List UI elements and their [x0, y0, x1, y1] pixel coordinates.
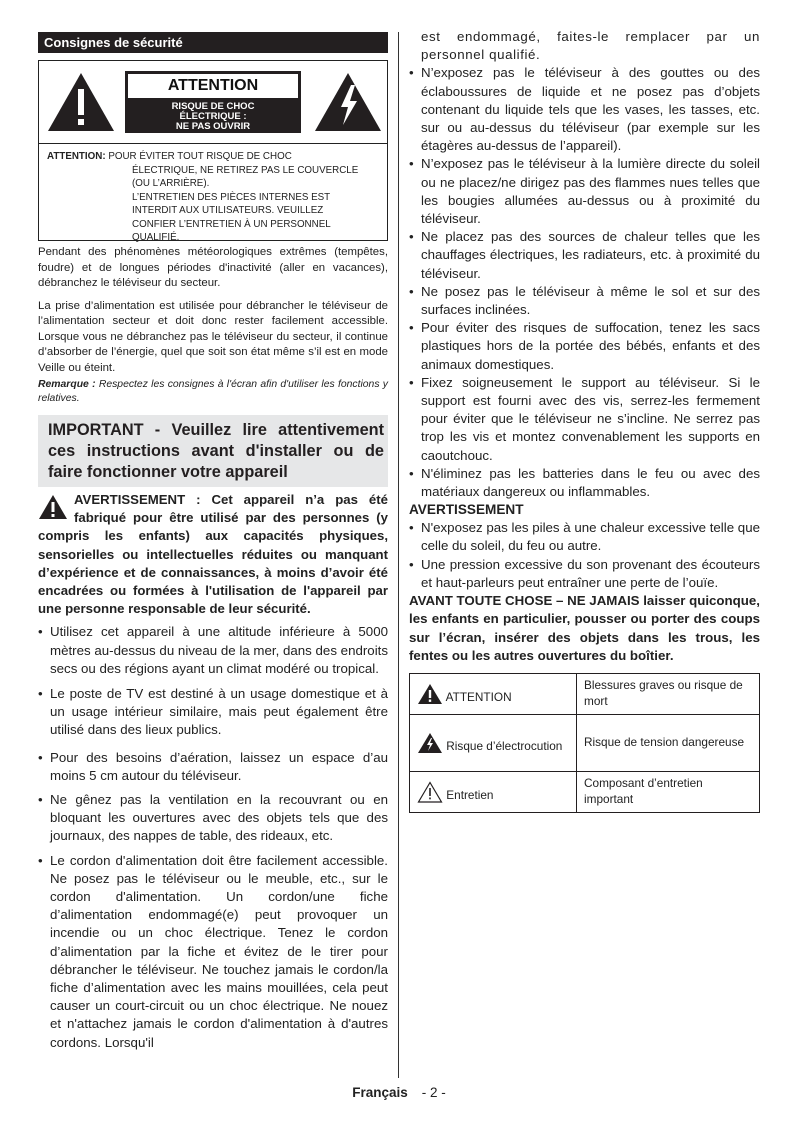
attention-note-line: L’ENTRETIEN DES PIÈCES INTERNES EST: [132, 191, 331, 203]
warning-triangle-icon: [38, 494, 68, 520]
table-cell-description: Blessures graves ou risque de mort: [577, 673, 760, 714]
attention-note: [38, 144, 388, 241]
exclamation-triangle-icon: [46, 71, 116, 133]
avertissement-paragraph: [38, 491, 388, 618]
list-item: • Pour des besoins d’aération, laissez un espace d’au moins 5 cm autour du téléviseur.: [38, 749, 388, 785]
attention-note-line: QUALIFIÉ.: [132, 232, 180, 243]
attention-note-line: (OU L’ARRIÈRE).: [132, 178, 210, 189]
warning-triangle-icon: [417, 683, 443, 705]
table-cell-description: Risque de tension dangereuse: [577, 714, 760, 771]
list-item: • N’exposez pas le téléviseur à la lumière directe du soleil ou ne placez/ne dirigez pas des flammes nues telles que les bougies allumées au-dessus ou à proximité du téléviseur.: [409, 155, 760, 228]
list-item: • Le cordon d'alimentation doit être facilement accessible. Ne posez pas le téléviseur ou le meuble, etc., sur le cordon d'alimentation. Un cordon/une fiche d’alimentation endommagé(e) peut provoquer un incendie ou un choc électrique. Tenez le cordon d’alimentation par la fiche et évitez de le tirer pour débrancher le téléviseur. Ne touchez jamais le cordon/la fiche d’alimentation avec les mains mouillées, cela peut causer un court-circuit ou un choc électrique. Ne nouez et n'attachez jamais le cordon d'alimentation à d'autres cordons. Lorsqu'il: [38, 852, 388, 1052]
lightning-triangle-icon: [313, 71, 383, 133]
attention-block: [125, 71, 301, 133]
battery-warning-list: [409, 519, 760, 592]
attention-sub-line: NE PAS OUVRIR: [175, 121, 251, 132]
symbol-label: Risque d’électrocution: [446, 738, 563, 753]
list-item: • Ne gênez pas la ventilation en la recouvrant ou en bloquant les ouvertures avec des objets tels que des journaux, des nappes de table, des rideaux, etc.: [38, 791, 388, 846]
avertissement-heading: AVERTISSEMENT: [409, 502, 524, 518]
symbol-label: Entretien: [446, 787, 494, 802]
attention-note-line: POUR ÉVITER TOUT RISQUE DE CHOC: [108, 151, 292, 162]
table-cell-symbol: [410, 771, 577, 812]
avertissement-text: AVERTISSEMENT : Cet appareil n’a pas été fabriqué pour être utilisé par des personnes (y compris les enfants) aux capacités physiques, sensorielles ou intellectuelles réduites ou manquant d’expérience et de connaissances, à moins d’avoir été encadrées ou formées à l'utilisation de l'appareil par une personne responsable de leur sécurité.: [38, 492, 388, 617]
continuation-text: est endommagé, faites-le remplacer par un personnel qualifié.: [421, 29, 760, 63]
table-row: [410, 673, 760, 714]
paragraph-weather: Pendant des phénomènes météorologiques extrêmes (tempêtes, foudre) et de longues périodes d'inactivité (aller en vacances), débranchez le téléviseur du secteur.: [38, 246, 388, 289]
attention-note-label: ATTENTION:: [47, 151, 106, 162]
lightning-triangle-icon: [417, 732, 443, 754]
symbol-label: ATTENTION: [445, 689, 512, 704]
attention-note-line: CONFIER L’ENTRETIEN À UN PERSONNEL: [132, 218, 331, 230]
warning-label-box: [38, 60, 388, 144]
remark: [38, 378, 388, 406]
attention-subtitle: [125, 101, 301, 132]
important-box: IMPORTANT - Veuillez lire attentivement ces instructions avant d'installer ou de faire fonctionner votre appareil: [38, 415, 388, 487]
avant-toute-chose-paragraph: AVANT TOUTE CHOSE – NE JAMAIS laisser quiconque, les enfants en particulier, pousser ou porter des coups sur l’écran, insérer des objets dans les trous, les fentes ou les autres ouvertures du boîtier.: [409, 593, 760, 663]
table-row: [410, 771, 760, 812]
list-item: • N’exposez pas le téléviseur à des gouttes ou des éclaboussures de liquide et ne posez pas d’objets contenant du liquide tels que les vases, les tasses, etc. sur ou au-dessus du téléviseur (par exemple sur les étagères au-dessus de l’appareil).: [409, 64, 760, 155]
table-row: [410, 714, 760, 771]
table-cell-symbol: [410, 673, 577, 714]
outline-warning-triangle-icon: [417, 781, 443, 803]
list-item: • Ne placez pas des sources de chaleur telles que les chauffages électriques, les radiateurs, etc. à proximité du téléviseur.: [409, 228, 760, 283]
list-item: • N'éliminez pas les batteries dans le feu ou avec des matériaux dangereux ou inflammables.: [409, 465, 760, 501]
page-number: - 2 -: [421, 1085, 446, 1100]
table-cell-symbol: [410, 714, 577, 771]
table-cell-description: Composant d’entretien important: [577, 771, 760, 812]
remark-label: Remarque :: [38, 379, 96, 390]
safety-list-right: [409, 64, 760, 501]
list-item: • Utilisez cet appareil à une altitude inférieure à 5000 mètres au-dessus du niveau de la mer, dans des endroits secs ou des régions ayant un climat modéré ou tropical.: [38, 623, 388, 678]
list-item: • N'exposez pas les piles à une chaleur excessive telle que celle du soleil, du feu ou autre.: [409, 519, 760, 555]
list-item: • Une pression excessive du son provenant des écouteurs et haut-parleurs peut entraîner une perte de l’ouïe.: [409, 556, 760, 592]
paragraph-power-plug: La prise d’alimentation est utilisée pour débrancher le téléviseur de l’alimentation secteur et doit donc rester facilement accessible. Lorsque vous ne débranchez pas le téléviseur du secteur, il continue d’absorber de l’énergie, quel que soit son état même s’il est en mode Veille ou éteint.: [38, 299, 388, 374]
attention-note-line: ÉLECTRIQUE, NE RETIREZ PAS LE COUVERCLE: [132, 164, 359, 176]
list-item: • Ne posez pas le téléviseur à même le sol et sur des surfaces inclinées.: [409, 283, 760, 319]
left-column: [38, 32, 388, 1052]
attention-sub-line: RISQUE DE CHOC: [171, 101, 255, 112]
column-divider: [398, 32, 399, 1078]
list-item: • Fixez soigneusement le support au téléviseur. Si le support est fourni avec des vis, serrez-les fermement pour éviter que le téléviseur ne s’incline. Ne serrez pas trop les vis et montez convenablement les supports en caoutchouc.: [409, 374, 760, 465]
section-title: Consignes de sécurité: [38, 32, 388, 53]
list-item: • Le poste de TV est destiné à un usage domestique et à un usage intérieur similaire, mais peut également être utilisé dans des lieux publics.: [38, 685, 388, 740]
page-footer: [0, 1085, 798, 1100]
footer-language: Français: [352, 1085, 408, 1100]
attention-sub-line: ÉLECTRIQUE :: [179, 111, 247, 122]
symbol-table: [409, 673, 760, 813]
right-column: [409, 28, 760, 813]
remark-text: Respectez les consignes à l'écran afin d'utiliser les fonctions y relatives.: [38, 379, 388, 404]
attention-note-line: INTERDIT AUX UTILISATEURS. VEUILLEZ: [132, 205, 324, 216]
list-item: • Pour éviter des risques de suffocation, tenez les sacs plastiques hors de la portée des bébés, enfants et des animaux domestiques.: [409, 319, 760, 374]
attention-title: ATTENTION: [127, 73, 299, 99]
safety-list-left: [38, 623, 388, 1051]
